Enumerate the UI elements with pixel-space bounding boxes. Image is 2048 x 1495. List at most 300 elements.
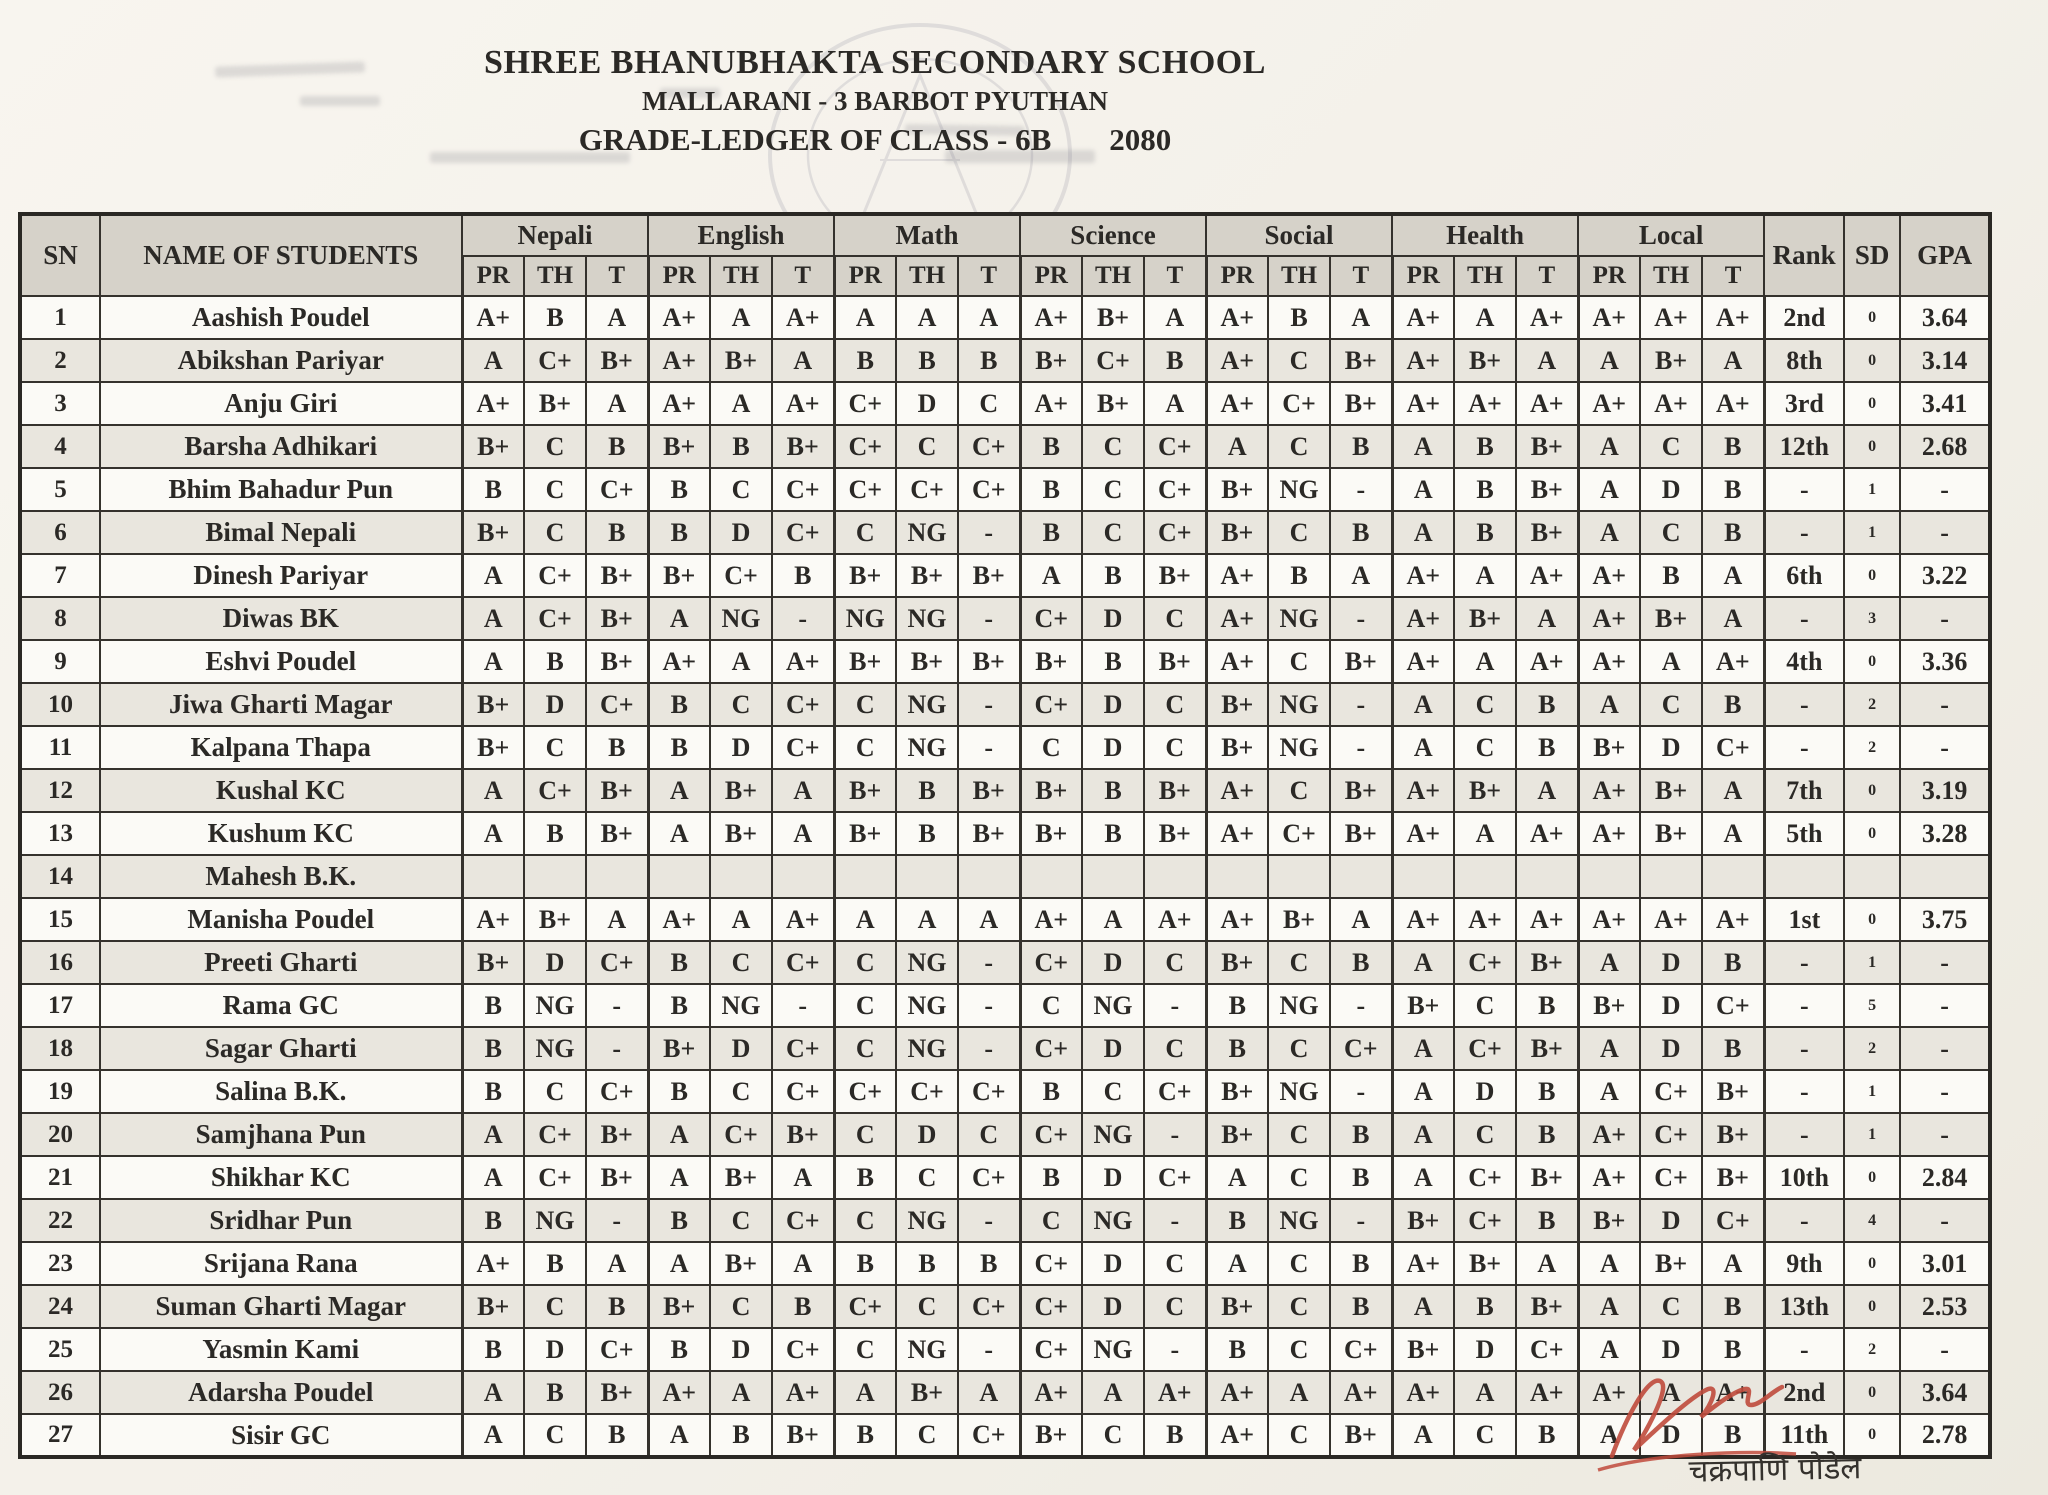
subcol-header-pr: PR	[1020, 256, 1082, 296]
grade-cell: -	[1330, 1199, 1392, 1242]
grade-cell: C	[1082, 511, 1144, 554]
grade-cell: D	[524, 1328, 586, 1371]
grade-cell	[1454, 855, 1516, 898]
grade-cell: A+	[1020, 1371, 1082, 1414]
grade-cell: A	[462, 640, 524, 683]
grade-cell: B+	[1640, 597, 1702, 640]
grade-cell: B	[1516, 1414, 1578, 1457]
grade-cell: C+	[1640, 1113, 1702, 1156]
grade-cell: C+	[1144, 468, 1206, 511]
subject-header-math: Math	[834, 214, 1020, 256]
grade-cell: B	[1330, 1242, 1392, 1285]
student-row	[20, 339, 1990, 382]
grade-cell: C+	[586, 1328, 648, 1371]
grade-cell: -	[958, 1199, 1020, 1242]
grade-cell: NG	[896, 1027, 958, 1070]
grade-cell: A	[1144, 382, 1206, 425]
grade-cell: -	[958, 1027, 1020, 1070]
subcol-header-t: T	[1330, 256, 1392, 296]
grade-cell: A+	[1392, 554, 1454, 597]
grade-cell	[524, 855, 586, 898]
grade-cell: B+	[896, 554, 958, 597]
grade-cell: A+	[1454, 898, 1516, 941]
grade-cell: C+	[524, 1156, 586, 1199]
student-row	[20, 855, 1990, 898]
sd-cell: 5	[1844, 984, 1900, 1027]
grade-cell: A	[1578, 1285, 1640, 1328]
rank-cell: 8th	[1764, 339, 1844, 382]
grade-cell: B+	[710, 769, 772, 812]
grade-cell: B	[648, 511, 710, 554]
grade-cell: A+	[1392, 296, 1454, 339]
grade-cell: C+	[958, 425, 1020, 468]
grade-cell: B	[1702, 425, 1764, 468]
rank-cell: 2nd	[1764, 296, 1844, 339]
grade-cell: C	[710, 468, 772, 511]
grade-cell: A+	[1206, 1414, 1268, 1457]
subject-header-local: Local	[1578, 214, 1764, 256]
grade-cell: A	[1392, 726, 1454, 769]
grade-cell: B+	[1454, 769, 1516, 812]
grade-cell: A	[1454, 640, 1516, 683]
title-block	[260, 44, 1490, 158]
grade-cell: B+	[1144, 554, 1206, 597]
student-row	[20, 1070, 1990, 1113]
grade-cell	[1392, 855, 1454, 898]
grade-cell: NG	[1082, 1199, 1144, 1242]
grade-cell: B	[648, 941, 710, 984]
grade-cell: C	[958, 1113, 1020, 1156]
grade-cell: A	[1392, 425, 1454, 468]
grade-cell: A	[710, 382, 772, 425]
grade-cell: A+	[648, 296, 710, 339]
grade-cell: B	[648, 468, 710, 511]
grade-cell: B+	[1640, 769, 1702, 812]
grade-cell: C+	[1144, 1070, 1206, 1113]
grade-cell: B	[1020, 511, 1082, 554]
grade-cell: B+	[1392, 1328, 1454, 1371]
grade-cell: A	[1702, 812, 1764, 855]
gpa-header: GPA	[1900, 214, 1990, 296]
grade-cell: C	[1144, 683, 1206, 726]
grade-cell: B+	[834, 812, 896, 855]
subcol-header-th: TH	[1454, 256, 1516, 296]
grade-cell: NG	[1082, 984, 1144, 1027]
grade-cell: A+	[1702, 382, 1764, 425]
grade-cell: A+	[1020, 296, 1082, 339]
grade-cell: A	[958, 898, 1020, 941]
table-body	[20, 296, 1990, 1457]
grade-cell: C	[1268, 1414, 1330, 1457]
grade-cell: NG	[896, 511, 958, 554]
grade-cell: A	[1206, 1156, 1268, 1199]
gpa-cell: 3.22	[1900, 554, 1990, 597]
sn-cell: 24	[20, 1285, 100, 1328]
grade-cell: B	[1144, 339, 1206, 382]
gpa-cell: -	[1900, 984, 1990, 1027]
grade-cell: A+	[1206, 769, 1268, 812]
grade-cell: B+	[1392, 984, 1454, 1027]
grade-cell: A	[1578, 683, 1640, 726]
grade-cell: B	[1020, 468, 1082, 511]
grade-cell: B+	[462, 511, 524, 554]
student-name-cell: Anju Giri	[100, 382, 462, 425]
sn-cell: 4	[20, 425, 100, 468]
student-name-cell: Yasmin Kami	[100, 1328, 462, 1371]
sd-cell: 2	[1844, 1328, 1900, 1371]
grade-cell: B+	[958, 812, 1020, 855]
grade-cell: C+	[772, 511, 834, 554]
grade-cell: B	[462, 1027, 524, 1070]
grade-cell: B	[1516, 984, 1578, 1027]
grade-cell: C	[1268, 1027, 1330, 1070]
grade-cell: C	[834, 984, 896, 1027]
grade-cell: C+	[958, 1414, 1020, 1457]
grade-cell	[896, 855, 958, 898]
sn-cell: 25	[20, 1328, 100, 1371]
grade-cell: A	[1702, 339, 1764, 382]
sd-cell: 0	[1844, 554, 1900, 597]
student-row	[20, 812, 1990, 855]
student-name-cell: Srijana Rana	[100, 1242, 462, 1285]
grade-cell: C+	[524, 1113, 586, 1156]
grade-cell: A+	[462, 898, 524, 941]
subcol-header-t: T	[1144, 256, 1206, 296]
student-name-cell: Mahesh B.K.	[100, 855, 462, 898]
gpa-cell: -	[1900, 1113, 1990, 1156]
grade-cell: A	[1206, 1242, 1268, 1285]
grade-cell: B+	[1516, 425, 1578, 468]
sd-cell: 4	[1844, 1199, 1900, 1242]
grade-cell: B+	[1702, 1156, 1764, 1199]
grade-cell: -	[772, 597, 834, 640]
grade-cell: A+	[1702, 640, 1764, 683]
gpa-cell: -	[1900, 468, 1990, 511]
student-name-cell: Bhim Bahadur Pun	[100, 468, 462, 511]
grade-cell: B+	[1206, 941, 1268, 984]
grade-cell: C	[1082, 1070, 1144, 1113]
grade-cell: A+	[1578, 812, 1640, 855]
rank-cell: -	[1764, 1199, 1844, 1242]
grade-cell: A	[1578, 1328, 1640, 1371]
grade-cell: C+	[586, 683, 648, 726]
student-name-cell: Eshvi Poudel	[100, 640, 462, 683]
grade-cell: B	[462, 468, 524, 511]
gpa-cell: 3.64	[1900, 1371, 1990, 1414]
sn-cell: 13	[20, 812, 100, 855]
grade-cell: B+	[1020, 769, 1082, 812]
sn-cell: 1	[20, 296, 100, 339]
grade-cell: B+	[1640, 339, 1702, 382]
grade-cell: B	[1640, 554, 1702, 597]
grade-cell: A	[1578, 339, 1640, 382]
grade-cell: B	[1330, 941, 1392, 984]
sd-cell: 0	[1844, 1371, 1900, 1414]
grade-cell: NG	[524, 1199, 586, 1242]
rank-cell: 10th	[1764, 1156, 1844, 1199]
grade-cell: C+	[1020, 1113, 1082, 1156]
subcol-header-pr: PR	[1578, 256, 1640, 296]
grade-cell: C+	[1020, 1285, 1082, 1328]
grade-cell: C+	[524, 597, 586, 640]
grade-cell: B	[586, 1285, 648, 1328]
grade-cell: B+	[1330, 640, 1392, 683]
sd-cell: 2	[1844, 683, 1900, 726]
grade-cell: B+	[1082, 296, 1144, 339]
grade-cell: A	[772, 1156, 834, 1199]
sn-cell: 15	[20, 898, 100, 941]
grade-cell: B+	[586, 339, 648, 382]
grade-cell: A	[462, 812, 524, 855]
grade-cell: B	[1330, 1285, 1392, 1328]
grade-cell: B	[1454, 1285, 1516, 1328]
sn-cell: 27	[20, 1414, 100, 1457]
grade-cell: B	[896, 339, 958, 382]
grade-cell: NG	[1082, 1113, 1144, 1156]
subcol-header-t: T	[958, 256, 1020, 296]
grade-cell: B+	[772, 425, 834, 468]
grade-cell: C	[1020, 726, 1082, 769]
grade-cell: C	[1268, 1328, 1330, 1371]
rank-cell: 4th	[1764, 640, 1844, 683]
rank-cell: 9th	[1764, 1242, 1844, 1285]
grade-cell: B+	[1330, 339, 1392, 382]
grade-cell: B	[1516, 726, 1578, 769]
grade-cell: C	[1268, 339, 1330, 382]
sn-cell: 9	[20, 640, 100, 683]
grade-cell: B	[710, 425, 772, 468]
grade-cell: C	[1454, 1414, 1516, 1457]
grade-cell: B+	[1330, 382, 1392, 425]
grade-cell: NG	[1268, 468, 1330, 511]
grade-cell: B	[1516, 1199, 1578, 1242]
grade-cell: A	[1144, 296, 1206, 339]
student-name-cell: Adarsha Poudel	[100, 1371, 462, 1414]
grade-cell: C	[524, 1285, 586, 1328]
grade-cell: C	[1268, 511, 1330, 554]
grade-cell: B	[1268, 554, 1330, 597]
ledger-year: 2080	[1109, 122, 1172, 157]
grade-cell	[834, 855, 896, 898]
rank-cell: 12th	[1764, 425, 1844, 468]
grade-cell: A+	[1516, 812, 1578, 855]
grade-cell: A	[1516, 597, 1578, 640]
subcol-header-th: TH	[710, 256, 772, 296]
student-row	[20, 898, 1990, 941]
gpa-cell: 3.75	[1900, 898, 1990, 941]
grade-cell: C	[834, 941, 896, 984]
grade-cell: C	[524, 425, 586, 468]
grade-cell: C+	[772, 1328, 834, 1371]
grade-cell: A+	[1578, 296, 1640, 339]
student-row	[20, 1113, 1990, 1156]
grade-cell: A	[462, 1156, 524, 1199]
rank-cell: -	[1764, 597, 1844, 640]
grade-cell: C+	[1144, 1156, 1206, 1199]
grade-cell: A	[1330, 898, 1392, 941]
grade-cell: A+	[1516, 640, 1578, 683]
grade-cell: B	[834, 1156, 896, 1199]
grade-cell: C+	[1020, 1242, 1082, 1285]
grade-cell: C	[1454, 726, 1516, 769]
grade-cell: B	[1702, 1414, 1764, 1457]
grade-cell: A	[1640, 1371, 1702, 1414]
grade-cell: A	[1702, 769, 1764, 812]
grade-cell: A+	[1206, 554, 1268, 597]
grade-cell: A	[958, 296, 1020, 339]
grade-cell: A	[586, 1242, 648, 1285]
grade-cell: B+	[586, 597, 648, 640]
grade-cell: -	[1144, 1328, 1206, 1371]
sn-cell: 19	[20, 1070, 100, 1113]
grade-cell: A	[1578, 1027, 1640, 1070]
grade-cell: B	[1702, 1027, 1764, 1070]
grade-cell: C	[524, 726, 586, 769]
sd-cell: 0	[1844, 339, 1900, 382]
grade-cell: D	[1640, 726, 1702, 769]
subcol-header-t: T	[586, 256, 648, 296]
grade-cell: A	[648, 769, 710, 812]
grade-cell: C	[958, 382, 1020, 425]
grade-cell: B	[834, 1242, 896, 1285]
grade-cell: A	[1206, 425, 1268, 468]
grade-cell: B+	[710, 1156, 772, 1199]
grade-cell: -	[1330, 984, 1392, 1027]
grade-cell: B+	[1206, 511, 1268, 554]
grade-cell: B+	[1020, 640, 1082, 683]
student-row	[20, 683, 1990, 726]
grade-cell: NG	[896, 941, 958, 984]
grade-cell: C+	[772, 726, 834, 769]
grade-cell: B+	[648, 1285, 710, 1328]
grade-cell: A+	[1578, 1113, 1640, 1156]
grade-cell: B	[462, 1199, 524, 1242]
grade-cell: B+	[1144, 769, 1206, 812]
grade-cell: B+	[1206, 683, 1268, 726]
student-row	[20, 511, 1990, 554]
grade-cell: D	[524, 941, 586, 984]
sn-cell: 10	[20, 683, 100, 726]
grade-cell: B+	[772, 1113, 834, 1156]
grade-cell: A	[1578, 1070, 1640, 1113]
grade-cell: C+	[958, 1070, 1020, 1113]
rank-cell: -	[1764, 941, 1844, 984]
grade-cell: C+	[834, 468, 896, 511]
subcol-header-pr: PR	[462, 256, 524, 296]
grade-cell	[648, 855, 710, 898]
grade-cell: B	[462, 1328, 524, 1371]
grade-cell: B	[524, 296, 586, 339]
subcol-header-pr: PR	[648, 256, 710, 296]
grade-cell: C	[834, 1027, 896, 1070]
grade-cell: NG	[524, 984, 586, 1027]
grade-cell: B+	[1516, 511, 1578, 554]
grade-cell: A+	[1020, 898, 1082, 941]
grade-cell: B	[648, 1328, 710, 1371]
grade-cell: B	[1082, 554, 1144, 597]
gpa-cell: 3.41	[1900, 382, 1990, 425]
grade-cell: -	[958, 1328, 1020, 1371]
grade-cell: -	[958, 726, 1020, 769]
grade-cell: C	[710, 941, 772, 984]
grade-cell: C+	[1454, 941, 1516, 984]
student-name-cell: Jiwa Gharti Magar	[100, 683, 462, 726]
grade-cell: B+	[710, 1242, 772, 1285]
grade-cell: B+	[834, 769, 896, 812]
grade-cell: C+	[1640, 1070, 1702, 1113]
grade-cell: B+	[1702, 1070, 1764, 1113]
grade-cell: -	[586, 1027, 648, 1070]
student-name-cell: Preeti Gharti	[100, 941, 462, 984]
grade-cell: -	[1330, 1070, 1392, 1113]
grade-cell: NG	[896, 1328, 958, 1371]
grade-cell: C	[1640, 511, 1702, 554]
grade-cell: B	[896, 812, 958, 855]
grade-cell: C	[524, 1070, 586, 1113]
grade-cell: A	[772, 339, 834, 382]
subcol-header-th: TH	[1640, 256, 1702, 296]
grade-cell: B+	[1206, 468, 1268, 511]
grade-cell: B+	[958, 769, 1020, 812]
grade-cell: B+	[1640, 812, 1702, 855]
grade-cell	[1702, 855, 1764, 898]
school-address: MALLARANI - 3 BARBOT PYUTHAN	[641, 86, 1109, 116]
grade-cell: A	[1516, 769, 1578, 812]
sn-cell: 14	[20, 855, 100, 898]
grade-cell: A+	[648, 382, 710, 425]
grade-cell: A+	[772, 1371, 834, 1414]
grade-cell: B+	[462, 683, 524, 726]
grade-cell: B	[1082, 640, 1144, 683]
grade-cell: B+	[834, 640, 896, 683]
grade-cell: B	[524, 1242, 586, 1285]
grade-cell: A+	[1578, 640, 1640, 683]
grade-cell: A	[1392, 1414, 1454, 1457]
grade-cell: C	[1144, 941, 1206, 984]
grade-cell: A	[1454, 812, 1516, 855]
rank-cell: -	[1764, 1027, 1844, 1070]
grade-cell: C	[710, 1285, 772, 1328]
grade-cell: B+	[648, 425, 710, 468]
grade-cell: A+	[462, 382, 524, 425]
grade-cell: A+	[1392, 1242, 1454, 1285]
grade-cell: B+	[586, 1156, 648, 1199]
grade-cell: B	[1702, 941, 1764, 984]
rank-cell: 7th	[1764, 769, 1844, 812]
grade-cell: NG	[524, 1027, 586, 1070]
grade-cell: C	[1082, 425, 1144, 468]
gpa-cell: 3.14	[1900, 339, 1990, 382]
gpa-cell: 2.78	[1900, 1414, 1990, 1457]
grade-cell: B	[896, 769, 958, 812]
grade-cell: C	[896, 1414, 958, 1457]
grade-cell: C+	[1144, 511, 1206, 554]
grade-cell: B+	[1516, 468, 1578, 511]
grade-cell: B	[834, 339, 896, 382]
grade-cell: B	[1516, 1070, 1578, 1113]
grade-cell: C	[834, 726, 896, 769]
student-row	[20, 769, 1990, 812]
grade-cell: A+	[462, 296, 524, 339]
grade-cell	[1020, 855, 1082, 898]
grade-cell: B	[1454, 511, 1516, 554]
grade-cell: B	[1454, 425, 1516, 468]
grade-cell: B+	[1454, 1242, 1516, 1285]
grade-cell: B+	[586, 769, 648, 812]
grade-cell: B+	[1206, 1285, 1268, 1328]
grade-cell: C+	[1702, 984, 1764, 1027]
grade-cell: D	[1454, 1070, 1516, 1113]
